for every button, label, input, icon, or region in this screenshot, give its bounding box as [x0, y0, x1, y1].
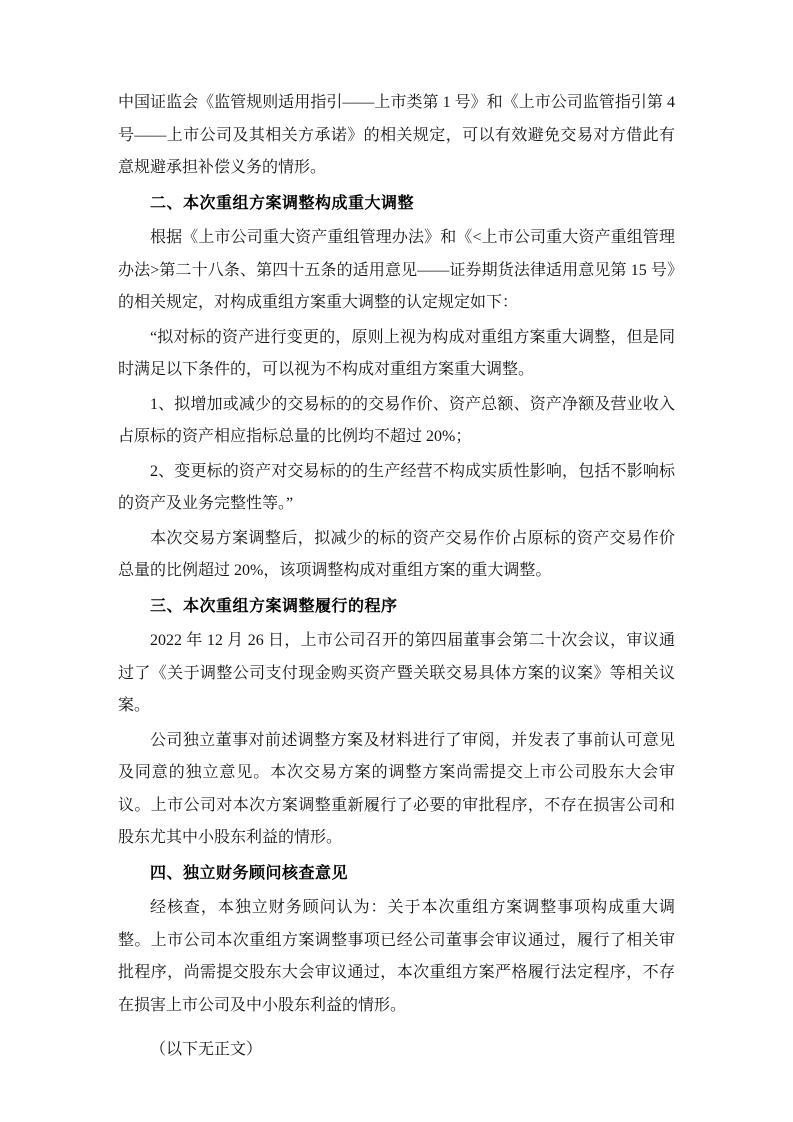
- section-heading-2-major-adjustment: 二、本次重组方案调整构成重大调整: [150, 194, 415, 212]
- paragraph-quote-condition-2: 2、变更标的资产对交易标的的生产经营不构成实质性影响，包括不影响标的资产及业务完整性等。”: [118, 462, 675, 512]
- closing-note-no-more-text: （以下无正文）: [150, 1041, 263, 1058]
- paragraph-quote-condition-1: 1、拟增加或减少的交易标的的交易作价、资产总额、资产净额及营业收入占原标的资产相应指标总量的比例均不超过 20%；: [118, 395, 675, 445]
- section-heading-4-advisor-opinion: 四、独立财务顾问核查意见: [150, 864, 349, 882]
- section-heading-3-procedures: 三、本次重组方案调整履行的程序: [150, 597, 398, 615]
- paragraph-regulation-basis: 根据《上市公司重大资产重组管理办法》和《<上市公司重大资产重组管理办法>第二十八条、第四十五条的适用意见——证券期货法律适用意见第 15 号》的相关规定，对构成重组方案重大调整的认定规定如下：: [118, 229, 675, 311]
- paragraph-adjustment-conclusion: 本次交易方案调整后，拟减少的标的资产交易作价占原标的资产交易作价总量的比例超过 20%，该项调整构成对重组方案的重大调整。: [118, 529, 675, 579]
- paragraph-csrc-rules-continuation: 中国证监会《监管规则适用指引——上市类第 1 号》和《上市公司监管指引第 4 号——上市公司及其相关方承诺》的相关规定，可以有效避免交易对方借此有意规避承担补偿义务的情形。: [118, 94, 675, 176]
- paragraph-board-meeting: 2022 年 12 月 26 日，上市公司召开的第四届董事会第二十次会议，审议通过了《关于调整公司支付现金购买资产暨关联交易具体方案的议案》等相关议案。: [118, 632, 675, 714]
- paragraph-independent-directors-review: 公司独立董事对前述调整方案及材料进行了审阅，并发表了事前认可意见及同意的独立意见。本次交易方案的调整方案尚需提交上市公司股东大会审议。上市公司对本次方案调整重新履行了必要的审批程序，不存在损害公司和股东尤其中小股东利益的情形。: [118, 731, 675, 846]
- paragraph-quote-principle: “拟对标的资产进行变更的，原则上视为构成对重组方案重大调整，但是同时满足以下条件的，可以视为不构成对重组方案重大调整。: [118, 328, 675, 378]
- paragraph-advisor-verification-conclusion: 经核查，本独立财务顾问认为：关于本次重组方案调整事项构成重大调整。上市公司本次重组方案调整事项已经公司董事会审议通过，履行了相关审批程序，尚需提交股东大会审议通过，本次重组方案严格履行法定程序，不存在损害上市公司及中小股东利益的情形。: [118, 899, 675, 1014]
